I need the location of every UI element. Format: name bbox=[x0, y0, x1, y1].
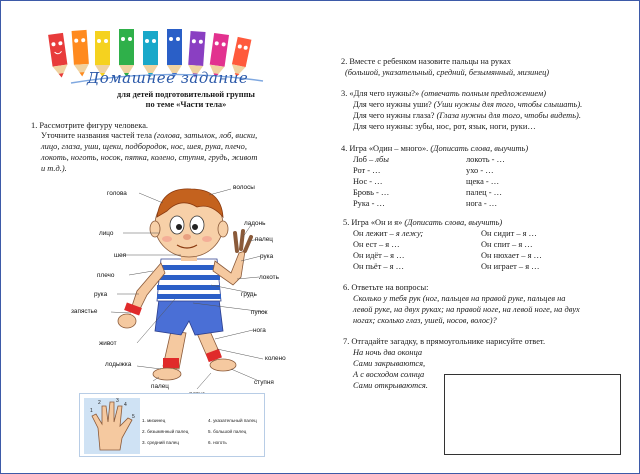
task6-line: Сколько у тебя рук (ног, пальцев на правой руке, пальцев на bbox=[353, 294, 566, 303]
task3-q1-text: Для чего нужны уши? bbox=[353, 100, 434, 109]
task6-line: ногах; сколько глаз, ушей, носов, волос)? bbox=[353, 316, 497, 325]
task4-title-note: (Дописать слова, выучить) bbox=[430, 144, 529, 153]
task5-title-note: (Дописать слова, выучить) bbox=[404, 218, 503, 227]
task1-title: 1. Рассмотрите фигуру человека. bbox=[31, 121, 149, 130]
label-golova: голова bbox=[107, 190, 127, 197]
task5-title-text: 5. Игра «Он и я» bbox=[343, 218, 405, 227]
label-koleno: колено bbox=[265, 355, 286, 362]
task7-title: 7. Отгадайте загадку, в прямоугольнике нарисуйте ответ. bbox=[343, 337, 546, 346]
svg-text:4: 4 bbox=[124, 402, 127, 408]
task5-right-item: Он спит – я … bbox=[481, 240, 533, 249]
task1-line: Уточните названия частей тела (голова, затылок, лоб, виски, bbox=[41, 131, 258, 140]
hand-legend-item: 4. указательный палец bbox=[208, 418, 257, 423]
task1-line: лицо, глаза, уши, щеки, подбородок, нос, шея, рука, плечо, bbox=[41, 142, 247, 151]
task5-right-item: Он сидит – я … bbox=[481, 229, 537, 238]
label-ruka-right: рука bbox=[260, 253, 274, 260]
task4-left-item: Нос - … bbox=[353, 177, 383, 186]
subtitle-line-2: по теме «Части тела» bbox=[145, 100, 227, 109]
hand-legend-item: 1. мизинец bbox=[142, 418, 166, 423]
task4-right-item: локоть - … bbox=[466, 155, 505, 164]
label-stupnya: ступня bbox=[254, 379, 274, 386]
label-zapyastye: запястье bbox=[71, 308, 98, 315]
task4-title-text: 4. Игра «Один – много». bbox=[341, 144, 431, 153]
label-noga: нога bbox=[253, 327, 266, 334]
task3-q2 bbox=[353, 111, 581, 122]
task5-title bbox=[343, 218, 502, 229]
subtitle-line-1: для детей подготовительной группы bbox=[117, 90, 255, 99]
label-plecho: плечо bbox=[97, 272, 115, 279]
label-ladon: ладонь bbox=[244, 220, 266, 227]
svg-text:1: 1 bbox=[90, 408, 93, 414]
task6-title: 6. Ответьте на вопросы: bbox=[343, 283, 429, 292]
task5-right-item: Он играет – я … bbox=[481, 262, 540, 271]
label-lodyzhka: лодыжка bbox=[105, 361, 132, 368]
hand-legend-item: 5. большой палец bbox=[208, 429, 247, 434]
label-lico: лицо bbox=[99, 230, 114, 237]
task4-left-item: Рот - … bbox=[353, 166, 381, 175]
riddle-line: А с восходом солнца bbox=[353, 370, 425, 379]
task5-left-item: Он пьёт – я … bbox=[353, 262, 404, 271]
hand-legend-item: 6. ноготь bbox=[208, 440, 227, 445]
answer-drawing-box[interactable] bbox=[444, 374, 621, 455]
task3-q2-answer: (Глаза нужны для того, чтобы видеть). bbox=[436, 111, 581, 120]
task3-q2-text: Для чего нужны глаза? bbox=[353, 111, 437, 120]
task1-line: локоть, ноготь, носок, пятка, колено, ступня, грудь, живот bbox=[41, 153, 258, 162]
task4-right-item: палец - … bbox=[466, 188, 503, 197]
label-pupok: пупок bbox=[251, 309, 268, 316]
task3-q3: Для чего нужны: зубы, нос, рот, язык, ноги, руки… bbox=[353, 122, 536, 131]
task3-title-note: (отвечать полным предложением) bbox=[421, 89, 547, 98]
task6-line: левой руке, на двух руках; на правой ноге, на левой ноге, на двух bbox=[353, 305, 580, 314]
task4-left-item: Лоб – лбы bbox=[353, 155, 389, 164]
task2-title: 2. Вместе с ребенком назовите пальцы на руках bbox=[341, 57, 511, 66]
label-palec-bottom: палец bbox=[151, 383, 169, 390]
svg-text:3: 3 bbox=[116, 398, 119, 404]
task3-q1-answer: (Уши нужны для того, чтобы слышать). bbox=[433, 100, 583, 109]
task4-right-item: нога - … bbox=[466, 199, 498, 208]
riddle-line: Сами открываются. bbox=[353, 381, 428, 390]
label-volosy: волосы bbox=[233, 184, 255, 191]
hand-icon bbox=[84, 398, 140, 454]
svg-text:2: 2 bbox=[98, 400, 101, 406]
task5-left-item: Он ест – я … bbox=[353, 240, 400, 249]
riddle-line: На ночь два оконца bbox=[353, 348, 423, 357]
task3-title-text: 3. «Для чего нужны?» bbox=[341, 89, 422, 98]
task3-q1 bbox=[353, 100, 582, 111]
task2-note: (большой, указательный, средний, безымянный, мизинец) bbox=[345, 68, 550, 77]
task4-left-item: Рука - … bbox=[353, 199, 385, 208]
task4-right-item: ухо - … bbox=[466, 166, 494, 175]
svg-text:5: 5 bbox=[132, 414, 135, 420]
task4-left-item: Бровь - … bbox=[353, 188, 390, 197]
label-ruka-left: рука bbox=[94, 291, 108, 298]
label-zhivot: живот bbox=[99, 340, 117, 347]
label-palec-top: палец bbox=[255, 236, 273, 243]
riddle-line: Сами закрываются, bbox=[353, 359, 426, 368]
task4-right-item: щека - … bbox=[466, 177, 500, 186]
page-title: Домашнее задание bbox=[87, 69, 249, 87]
task5-right-item: Он нюхает – я … bbox=[481, 251, 542, 260]
task5-left-item: Он идёт – я … bbox=[353, 251, 405, 260]
label-lokot: локоть bbox=[259, 274, 279, 281]
task3-title bbox=[341, 89, 546, 100]
label-sheya: шея bbox=[114, 252, 127, 259]
task4-title bbox=[341, 144, 528, 155]
task5-left-item: Он лежит – я лежу; bbox=[353, 229, 424, 238]
label-grud: грудь bbox=[241, 291, 257, 298]
task1-line: и т.д.). bbox=[41, 164, 67, 173]
hand-diagram bbox=[79, 393, 265, 457]
hand-legend-item: 2. безымянный палец bbox=[142, 429, 189, 434]
hand-legend-item: 3. средний палец bbox=[142, 440, 179, 445]
